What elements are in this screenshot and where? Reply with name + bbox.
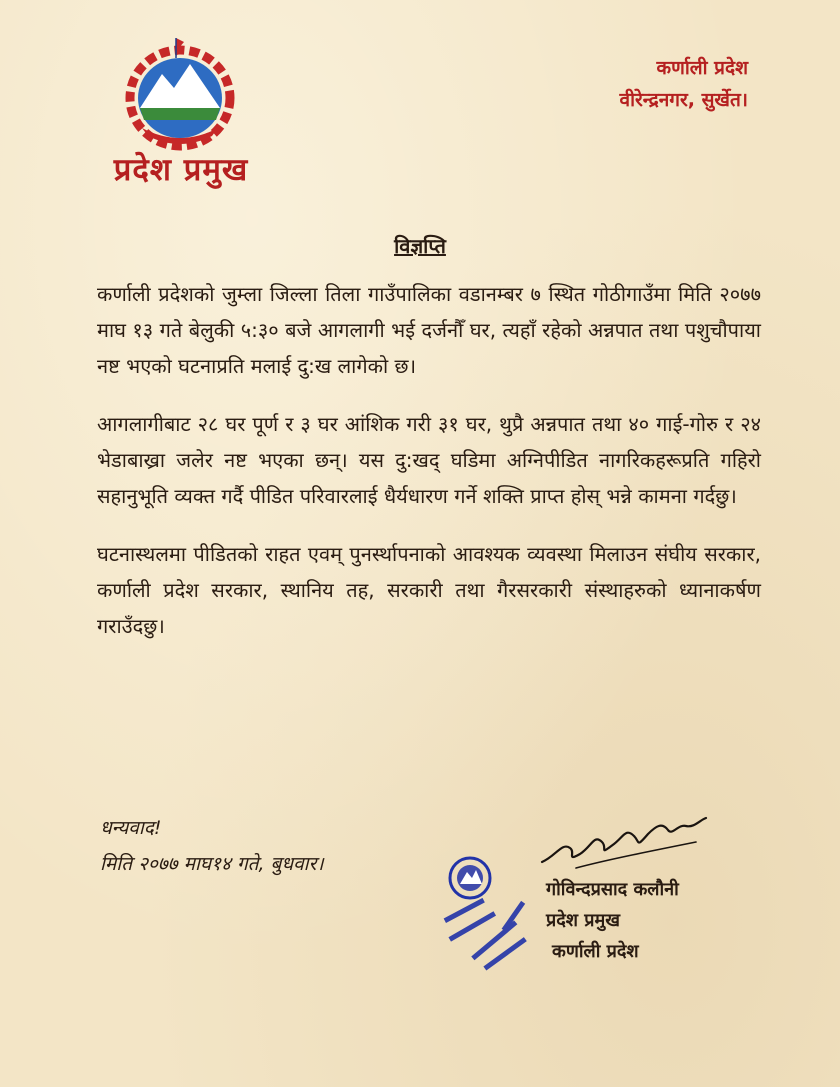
office-location: वीरेन्द्रनगर, सुर्खेत। — [619, 89, 748, 111]
notice-paragraph: घटनास्थलमा पीडितको राहत एवम् पुनर्स्थापनाको आवश्यक व्यवस्था मिलाउन संघीय सरकार, कर्णाली प्रदेश सरकार, स्थानिय तह, सरकारी तथा गैरसरकारी संस्थाहरुको ध्यानाकर्षण गराउँदछु। — [97, 542, 761, 638]
signatory-name: गोविन्दप्रसाद कलौनी — [546, 879, 679, 900]
office-header — [620, 52, 748, 116]
signatory-province: कर्णाली प्रदेश — [552, 941, 639, 962]
notice-body — [97, 276, 761, 666]
notice-paragraph: आगलागीबाट २८ घर पूर्ण र ३ घर आंशिक गरी ३१ घर, थुप्रै अन्नपात तथा ४० गाई-गोरु र २४ भेडाबाख्रा जलेर नष्ट भएका छन्। यस दु:खद् घडिमा अग्निपीडित नागरिकहरूप्रति गहिरो सहानुभूति व्यक्त गर्दै पीडित परिवारलाई धैर्यधारण गर्ने शक्ति प्राप्त होस् भन्ने कामना गर्दछु। — [97, 412, 761, 508]
nepal-emblem-icon — [112, 36, 248, 154]
official-seal-icon — [436, 852, 548, 972]
signatory-block — [546, 874, 679, 967]
handwritten-signature — [536, 812, 711, 872]
thanks-text: धन्यवाद! — [100, 817, 162, 839]
date-text: मिति २०७७ माघ१४ गते, बुधवार। — [100, 853, 324, 875]
closing-block — [100, 810, 324, 882]
office-name: कर्णाली प्रदेश — [656, 57, 748, 79]
signatory-designation: प्रदेश प्रमुख — [546, 910, 621, 931]
emblem-label: प्रदेश प्रमुख — [113, 152, 249, 188]
notice-title: विज्ञप्ति — [394, 234, 446, 258]
notice-paragraph: कर्णाली प्रदेशको जुम्ला जिल्ला तिला गाउँपालिका वडानम्बर ७ स्थित गोठीगाउँमा मिति २०७७ माघ १३ गते बेलुकी ५:३० बजे आगलागी भई दर्जनौँ घर, त्यहाँ रहेको अन्नपात तथा पशुचौपाया नष्ट भएको घटनाप्रति मलाई दु:ख लागेको छ। — [97, 282, 761, 378]
